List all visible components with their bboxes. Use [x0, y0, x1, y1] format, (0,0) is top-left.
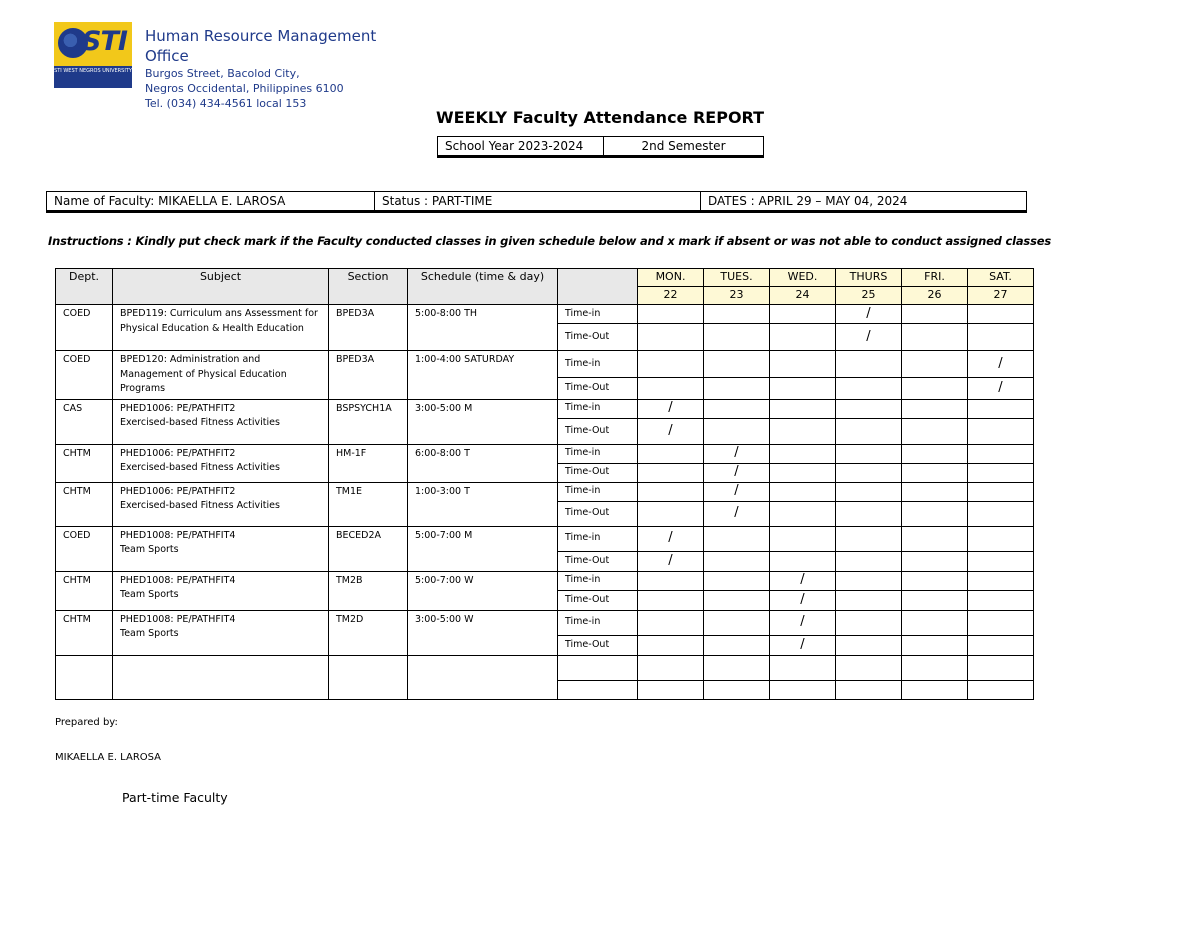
attendance-cell[interactable]: [638, 463, 704, 482]
cell-schedule: 5:00-7:00 W: [408, 571, 558, 610]
attendance-cell[interactable]: [902, 526, 968, 551]
table-row: [56, 444, 1034, 463]
cell-schedule: 1:00-3:00 T: [408, 482, 558, 526]
time-in-label: Time-in: [558, 526, 638, 551]
cell-dept: CHTM: [56, 482, 113, 526]
blank-cell[interactable]: [836, 655, 902, 680]
cell-section: HM-1F: [329, 444, 408, 482]
attendance-cell[interactable]: [968, 501, 1034, 526]
day-date-2: 24: [770, 287, 836, 305]
cell-dept: CAS: [56, 399, 113, 444]
attendance-cell[interactable]: [638, 305, 704, 324]
address-line-3: Tel. (034) 434-4561 local 153: [145, 97, 307, 110]
blank-cell[interactable]: [836, 680, 902, 699]
attendance-cell[interactable]: [836, 610, 902, 635]
header-dept: Dept.: [56, 269, 113, 305]
blank-cell[interactable]: [558, 680, 638, 699]
check-mark[interactable]: /: [770, 610, 836, 635]
time-in-label: Time-in: [558, 399, 638, 418]
attendance-cell[interactable]: [770, 463, 836, 482]
instructions: Instructions : Kindly put check mark if the Faculty conducted classes in given schedule below and x mark if absent or was not able to conduct assigned classes: [48, 234, 1051, 248]
header-time-type: [558, 269, 638, 305]
attendance-cell[interactable]: [638, 482, 704, 501]
cell-section: BPED3A: [329, 351, 408, 400]
attendance-cell[interactable]: [704, 571, 770, 590]
logo-text: STI: [82, 26, 127, 57]
attendance-cell[interactable]: [902, 501, 968, 526]
day-name-2: WED.: [770, 269, 836, 287]
attendance-cell[interactable]: [836, 590, 902, 610]
check-mark[interactable]: /: [968, 377, 1034, 399]
attendance-cell[interactable]: [770, 551, 836, 571]
check-mark[interactable]: /: [836, 305, 902, 324]
attendance-cell[interactable]: [704, 526, 770, 551]
cell-section: TM2B: [329, 571, 408, 610]
attendance-cell[interactable]: [770, 444, 836, 463]
cell-subject: PHED1006: PE/PATHFIT2 Exercised-based Fitness Activities: [113, 482, 329, 526]
table-row: [56, 351, 1034, 378]
report-dates: DATES : APRIL 29 – MAY 04, 2024: [708, 194, 908, 208]
day-date-3: 25: [836, 287, 902, 305]
attendance-cell[interactable]: [968, 590, 1034, 610]
blank-cell[interactable]: [56, 655, 113, 699]
cell-subject: BPED119: Curriculum ans Assessment for Physical Education & Health Education: [113, 305, 329, 351]
day-name-3: THURS: [836, 269, 902, 287]
attendance-cell[interactable]: [836, 418, 902, 444]
attendance-cell[interactable]: [704, 324, 770, 351]
attendance-cell[interactable]: [968, 305, 1034, 324]
attendance-cell[interactable]: [836, 501, 902, 526]
check-mark[interactable]: /: [968, 351, 1034, 378]
attendance-cell[interactable]: [836, 399, 902, 418]
cell-dept: CHTM: [56, 610, 113, 655]
cell-schedule: 3:00-5:00 W: [408, 610, 558, 655]
blank-cell[interactable]: [408, 655, 558, 699]
semester: 2nd Semester: [641, 139, 726, 153]
school-year: School Year 2023-2024: [438, 137, 604, 155]
header-schedule: Schedule (time & day): [408, 269, 558, 305]
attendance-table: [55, 268, 1034, 700]
day-name-1: TUES.: [704, 269, 770, 287]
attendance-cell[interactable]: [968, 635, 1034, 655]
faculty-status: Status : PART-TIME: [375, 192, 701, 210]
attendance-cell[interactable]: [902, 571, 968, 590]
cell-section: BSPSYCH1A: [329, 399, 408, 444]
attendance-cell[interactable]: [770, 418, 836, 444]
attendance-cell[interactable]: [770, 501, 836, 526]
time-out-label: Time-Out: [558, 501, 638, 526]
attendance-cell[interactable]: [902, 305, 968, 324]
cell-schedule: 5:00-8:00 TH: [408, 305, 558, 351]
time-out-label: Time-Out: [558, 463, 638, 482]
blank-cell[interactable]: [770, 680, 836, 699]
attendance-cell[interactable]: [968, 551, 1034, 571]
attendance-cell[interactable]: [836, 482, 902, 501]
cell-subject: PHED1006: PE/PATHFIT2 Exercised-based Fitness Activities: [113, 444, 329, 482]
attendance-cell[interactable]: [902, 551, 968, 571]
table-row: [56, 305, 1034, 324]
cell-subject: PHED1006: PE/PATHFIT2 Exercised-based Fitness Activities: [113, 399, 329, 444]
school-year-underline: [437, 156, 764, 158]
day-date-0: 22: [638, 287, 704, 305]
attendance-cell[interactable]: [968, 418, 1034, 444]
cell-schedule: 3:00-5:00 M: [408, 399, 558, 444]
header-subject: Subject: [113, 269, 329, 305]
table-row: [56, 610, 1034, 635]
cell-section: TM2D: [329, 610, 408, 655]
blank-cell[interactable]: [113, 655, 329, 699]
time-out-label: Time-Out: [558, 590, 638, 610]
attendance-cell[interactable]: [836, 463, 902, 482]
cell-subject: PHED1008: PE/PATHFIT4 Team Sports: [113, 526, 329, 571]
attendance-cell[interactable]: [836, 377, 902, 399]
sti-logo: [54, 22, 132, 88]
attendance-cell[interactable]: [902, 444, 968, 463]
cell-subject: PHED1008: PE/PATHFIT4 Team Sports: [113, 571, 329, 610]
attendance-cell[interactable]: [638, 635, 704, 655]
faculty-info-underline: [46, 211, 1027, 213]
office-name: Human Resource Management Office: [145, 27, 377, 65]
time-out-label: Time-Out: [558, 551, 638, 571]
time-in-label: Time-in: [558, 444, 638, 463]
attendance-cell[interactable]: [968, 482, 1034, 501]
check-mark[interactable]: /: [638, 418, 704, 444]
time-out-label: Time-Out: [558, 418, 638, 444]
cell-dept: CHTM: [56, 571, 113, 610]
check-mark[interactable]: /: [638, 399, 704, 418]
attendance-cell[interactable]: [836, 551, 902, 571]
preparer-role: Part-time Faculty: [122, 790, 228, 805]
attendance-cell[interactable]: [836, 444, 902, 463]
blank-cell[interactable]: [558, 655, 638, 680]
blank-cell[interactable]: [329, 655, 408, 699]
check-mark[interactable]: /: [638, 526, 704, 551]
logo-subtitle: STI WEST NEGROS UNIVERSITY: [54, 68, 132, 74]
attendance-cell[interactable]: [704, 551, 770, 571]
school-year-box: [437, 136, 764, 156]
check-mark[interactable]: /: [770, 571, 836, 590]
cell-dept: CHTM: [56, 444, 113, 482]
cell-schedule: 5:00-7:00 M: [408, 526, 558, 571]
attendance-cell[interactable]: [902, 351, 968, 378]
cell-section: TM1E: [329, 482, 408, 526]
time-in-label: Time-in: [558, 571, 638, 590]
table-row: [56, 526, 1034, 551]
attendance-cell[interactable]: [770, 482, 836, 501]
attendance-cell[interactable]: [638, 324, 704, 351]
table-row: [56, 482, 1034, 501]
blank-cell[interactable]: [770, 655, 836, 680]
attendance-cell[interactable]: [836, 635, 902, 655]
time-in-label: Time-in: [558, 610, 638, 635]
attendance-cell[interactable]: [704, 418, 770, 444]
attendance-cell[interactable]: [902, 324, 968, 351]
attendance-cell[interactable]: [968, 526, 1034, 551]
attendance-cell[interactable]: [638, 590, 704, 610]
time-in-label: Time-in: [558, 305, 638, 324]
attendance-cell[interactable]: [902, 377, 968, 399]
check-mark[interactable]: /: [638, 551, 704, 571]
day-name-5: SAT.: [968, 269, 1034, 287]
attendance-cell[interactable]: [704, 377, 770, 399]
office-header: [145, 26, 405, 110]
day-name-0: MON.: [638, 269, 704, 287]
blank-cell[interactable]: [704, 655, 770, 680]
attendance-cell[interactable]: [770, 377, 836, 399]
cell-section: BECED2A: [329, 526, 408, 571]
attendance-cell[interactable]: [770, 526, 836, 551]
blank-cell[interactable]: [638, 680, 704, 699]
attendance-cell[interactable]: [902, 610, 968, 635]
cell-section: BPED3A: [329, 305, 408, 351]
blank-cell[interactable]: [968, 655, 1034, 680]
attendance-cell[interactable]: [968, 610, 1034, 635]
table-row: [56, 399, 1034, 418]
attendance-cell[interactable]: [968, 399, 1034, 418]
day-date-1: 23: [704, 287, 770, 305]
attendance-cell[interactable]: [968, 324, 1034, 351]
blank-cell[interactable]: [968, 680, 1034, 699]
check-mark[interactable]: /: [704, 482, 770, 501]
cell-schedule: 6:00-8:00 T: [408, 444, 558, 482]
check-mark[interactable]: /: [704, 444, 770, 463]
blank-cell[interactable]: [902, 680, 968, 699]
attendance-cell[interactable]: [638, 571, 704, 590]
time-out-label: Time-Out: [558, 324, 638, 351]
attendance-cell[interactable]: [704, 635, 770, 655]
address-line-2: Negros Occidental, Philippines 6100: [145, 82, 344, 95]
check-mark[interactable]: /: [770, 590, 836, 610]
attendance-cell[interactable]: [704, 399, 770, 418]
report-title: WEEKLY Faculty Attendance REPORT: [435, 108, 765, 127]
blank-cell[interactable]: [704, 680, 770, 699]
attendance-cell[interactable]: [902, 590, 968, 610]
cell-schedule: 1:00-4:00 SATURDAY: [408, 351, 558, 400]
cell-subject: BPED120: Administration and Management of Physical Education Programs: [113, 351, 329, 400]
day-date-5: 27: [968, 287, 1034, 305]
attendance-cell[interactable]: [638, 351, 704, 378]
faculty-info-bar: [46, 191, 1027, 211]
attendance-cell[interactable]: [836, 571, 902, 590]
header-section: Section: [329, 269, 408, 305]
attendance-cell[interactable]: [836, 526, 902, 551]
attendance-cell[interactable]: [770, 399, 836, 418]
attendance-cell[interactable]: [638, 377, 704, 399]
check-mark[interactable]: /: [704, 463, 770, 482]
attendance-cell[interactable]: [638, 610, 704, 635]
attendance-cell[interactable]: [770, 324, 836, 351]
attendance-cell[interactable]: [902, 635, 968, 655]
blank-row: [56, 655, 1034, 680]
attendance-cell[interactable]: [704, 305, 770, 324]
attendance-cell[interactable]: [704, 590, 770, 610]
attendance-cell[interactable]: [902, 418, 968, 444]
attendance-cell[interactable]: [638, 501, 704, 526]
attendance-cell[interactable]: [902, 463, 968, 482]
attendance-cell[interactable]: [638, 444, 704, 463]
cell-dept: COED: [56, 305, 113, 351]
attendance-cell[interactable]: [968, 444, 1034, 463]
day-date-4: 26: [902, 287, 968, 305]
attendance-cell[interactable]: [836, 351, 902, 378]
blank-cell[interactable]: [902, 655, 968, 680]
table-row: [56, 571, 1034, 590]
attendance-cell[interactable]: [968, 571, 1034, 590]
time-out-label: Time-Out: [558, 635, 638, 655]
attendance-cell[interactable]: [770, 351, 836, 378]
time-out-label: Time-Out: [558, 377, 638, 399]
cell-dept: COED: [56, 351, 113, 400]
attendance-cell[interactable]: [704, 351, 770, 378]
prepared-by-label: Prepared by:: [55, 717, 118, 728]
blank-cell[interactable]: [638, 655, 704, 680]
time-in-label: Time-in: [558, 351, 638, 378]
faculty-name: Name of Faculty: MIKAELLA E. LAROSA: [47, 192, 375, 210]
attendance-cell[interactable]: [770, 305, 836, 324]
cell-dept: COED: [56, 526, 113, 571]
day-name-4: FRI.: [902, 269, 968, 287]
address-line-1: Burgos Street, Bacolod City,: [145, 67, 300, 80]
check-mark[interactable]: /: [836, 324, 902, 351]
check-mark[interactable]: /: [704, 501, 770, 526]
attendance-cell[interactable]: [902, 482, 968, 501]
check-mark[interactable]: /: [770, 635, 836, 655]
preparer-name: MIKAELLA E. LAROSA: [55, 752, 162, 763]
header-row: [56, 269, 1034, 287]
attendance-cell[interactable]: [902, 399, 968, 418]
attendance-cell[interactable]: [968, 463, 1034, 482]
time-in-label: Time-in: [558, 482, 638, 501]
attendance-cell[interactable]: [704, 610, 770, 635]
cell-subject: PHED1008: PE/PATHFIT4 Team Sports: [113, 610, 329, 655]
